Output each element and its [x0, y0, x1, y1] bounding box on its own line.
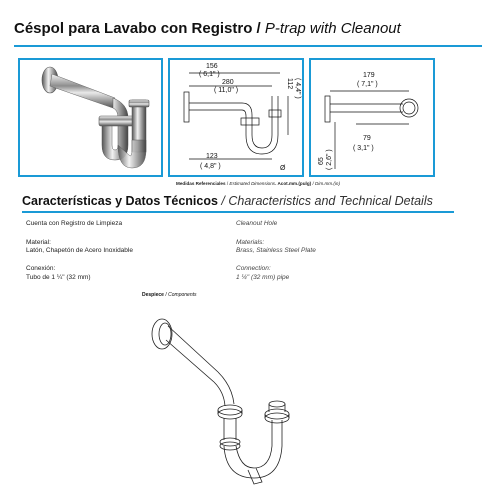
- front-dimension-panel: [168, 58, 304, 177]
- components-separator: /: [163, 292, 169, 298]
- spec-material-value-es: Latón, Chapetón de Acero Inoxidable: [26, 247, 133, 254]
- spec-connection-label-es: Conexión:: [26, 265, 56, 272]
- title-underline: [14, 45, 482, 47]
- spec-cleanout-es: Cuenta con Registro de Limpieza: [26, 220, 123, 227]
- caption-separator: /: [225, 181, 230, 186]
- front-dim-3: 112: [286, 78, 293, 90]
- specs-section-title: [22, 194, 433, 208]
- side-dim-3: 65: [318, 157, 325, 165]
- side-dimension-drawing: [311, 60, 433, 175]
- exploded-view-drawing: [130, 300, 360, 490]
- side-dim-2: 79: [363, 135, 371, 142]
- caption-english: Estimated Dimensions: [229, 181, 276, 186]
- specs-title-english: Characteristics and Technical Details: [228, 194, 433, 208]
- side-dim-1-inches: ( 7,1" ): [357, 81, 378, 88]
- front-dimension-drawing: [170, 60, 302, 175]
- spec-material-label-en: Materials:: [236, 239, 265, 246]
- page-title: [14, 20, 484, 37]
- side-dim-1: 179: [363, 72, 375, 79]
- product-photo-panel: [18, 58, 163, 177]
- front-dim-4-inches: ( 4,8" ): [200, 163, 221, 170]
- title-separator: /: [252, 20, 265, 37]
- caption-spanish: Medidas Referenciales: [176, 181, 226, 186]
- front-dim-1-inches: ( 6,1" ): [199, 71, 220, 78]
- spec-connection-value-en: 1 ¼" (32 mm) pipe: [236, 274, 290, 281]
- components-label: [142, 292, 197, 298]
- components-label-spanish: Despiece: [142, 292, 164, 298]
- ptrap-photo-image: [20, 60, 161, 175]
- front-dim-2: 280: [222, 79, 234, 86]
- caption-unit-english: / Dim.mm.(in): [311, 181, 341, 186]
- spec-material-value-en: Brass, Stainless Steel Plate: [236, 247, 316, 254]
- specs-title-separator: /: [217, 194, 229, 208]
- side-dim-3-inches: ( 2,6" ): [326, 149, 333, 170]
- spec-connection-label-en: Connection:: [236, 265, 271, 272]
- side-dimension-panel: [309, 58, 435, 177]
- components-label-english: Components: [168, 292, 197, 298]
- specs-title-spanish: Características y Datos Técnicos: [22, 194, 218, 208]
- dimensions-caption: [176, 181, 340, 186]
- caption-unit: . Acot.mm.(pulg): [275, 181, 312, 186]
- front-dim-2-inches: ( 11,0" ): [214, 87, 239, 94]
- side-dim-2-inches: ( 3,1" ): [353, 145, 374, 152]
- specs-underline: [22, 211, 454, 213]
- title-english: P-trap with Cleanout: [264, 20, 401, 37]
- title-spanish: Céspol para Lavabo con Registro: [14, 20, 253, 37]
- front-dim-diameter: Ø: [280, 165, 286, 172]
- spec-connection-value-es: Tubo de 1 ¼" (32 mm): [26, 274, 91, 281]
- spec-material-label-es: Material:: [26, 239, 51, 246]
- front-dim-1: 156: [206, 63, 218, 70]
- front-dim-3-inches: ( 4,4" ): [294, 78, 301, 99]
- spec-cleanout-en: Cleanout Hole: [236, 220, 278, 227]
- front-dim-4: 123: [206, 153, 218, 160]
